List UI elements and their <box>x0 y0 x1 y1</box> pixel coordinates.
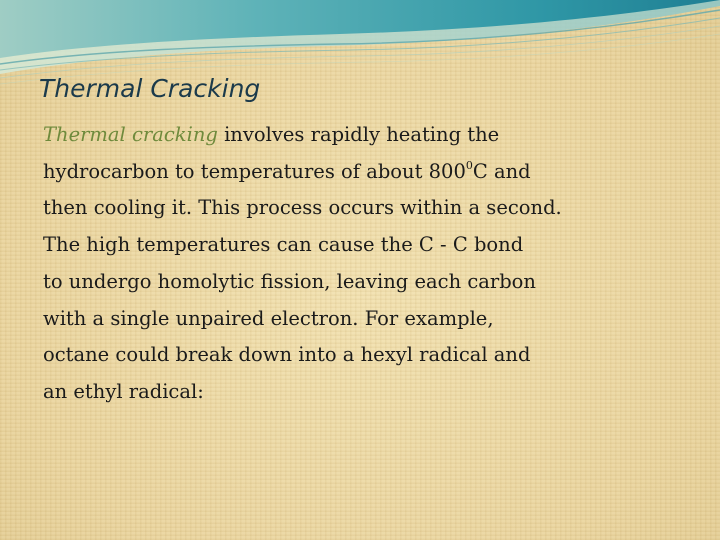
paragraph-line-3: then cooling it. This process occurs within a second. <box>43 196 562 220</box>
paragraph-line-1 <box>43 117 683 154</box>
paragraph-line-7: octane could break down into a hexyl radical and <box>43 343 531 367</box>
body-paragraph <box>43 117 683 411</box>
line-2-text: hydrocarbon to temperatures of about 800 <box>43 159 466 183</box>
highlighted-term: Thermal cracking <box>43 123 218 146</box>
paragraph-line-8: an ethyl radical: <box>43 379 204 403</box>
paragraph-line-6: with a single unpaired electron. For example, <box>43 306 494 330</box>
paragraph-line-4: The high temperatures can cause the C - C bond <box>43 233 524 257</box>
line-2-unit-text: C and <box>472 159 531 183</box>
degree-superscript: 0 <box>465 158 473 172</box>
paragraph-line-5: to undergo homolytic fission, leaving each carbon <box>43 269 536 293</box>
line-1-text: involves rapidly heating the <box>217 123 500 146</box>
paragraph-line-2 <box>43 154 683 191</box>
slide-title: Thermal Cracking <box>39 74 261 103</box>
